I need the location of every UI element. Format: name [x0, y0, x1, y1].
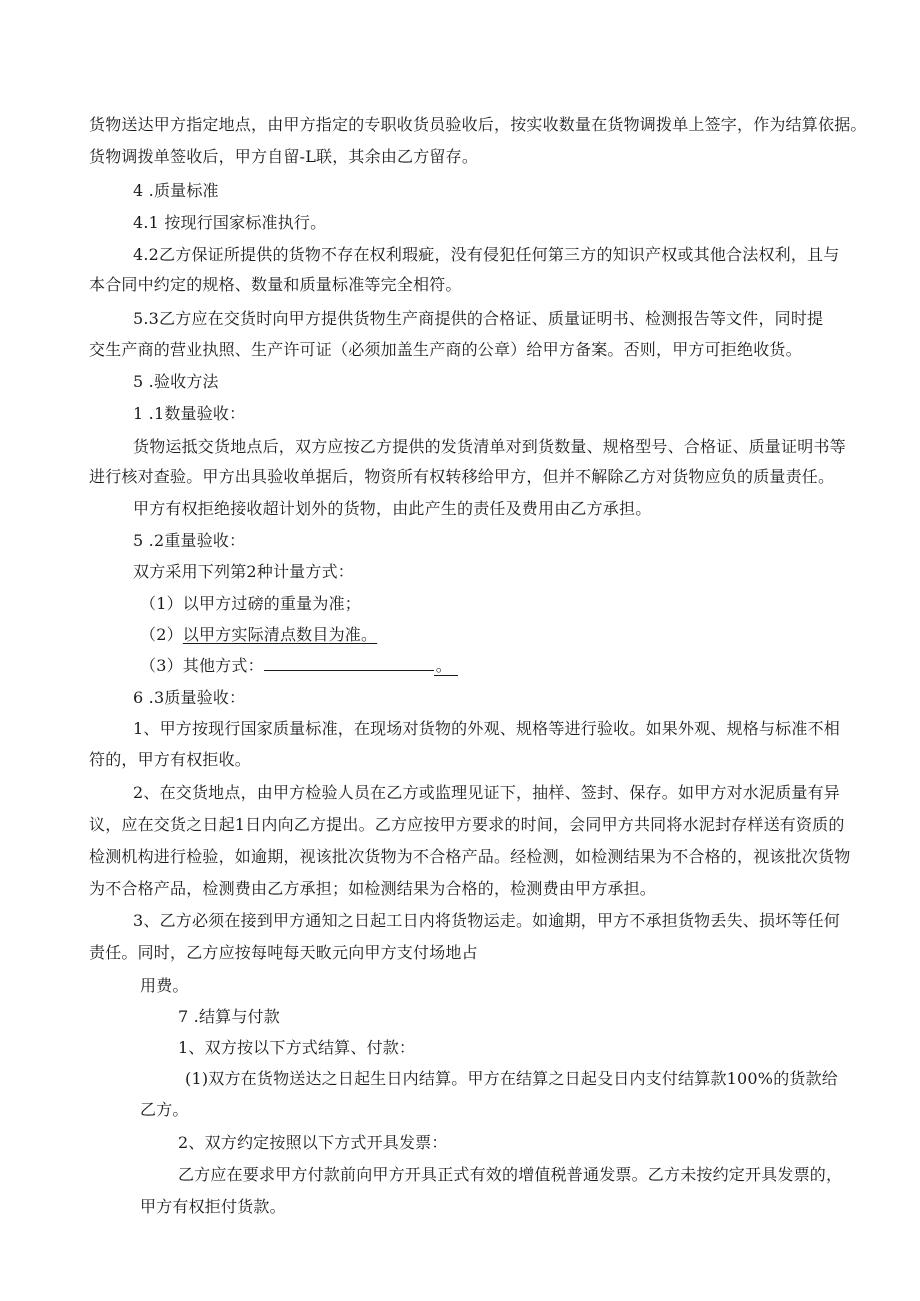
- text-line: 2、双方约定按照以下方式开具发票：: [178, 1133, 448, 1152]
- section-heading-quality-standard: 4 .质量标准: [133, 181, 219, 200]
- blank-field-end: 。: [434, 656, 458, 676]
- text-line: 4.1 按现行国家标准执行。: [133, 213, 327, 232]
- text-line: 责任。同时，乙方应按每吨每天畋元向甲方支付场地占: [89, 943, 478, 962]
- text-line: (1)双方在货物送达之日起生日内结算。甲方在结算之日起殳日内支付结算款100%的货款给: [185, 1069, 839, 1088]
- text-line: 符的，甲方有权拒收。: [89, 750, 252, 769]
- text-line: 进行核对查验。甲方出具验收单据后，物资所有权转移给甲方，但并不解除乙方对货物应负的质量责任。: [89, 467, 835, 486]
- list-item: [140, 624, 377, 646]
- text-line: 甲方有权拒付货款。: [140, 1197, 286, 1216]
- text-line: 双方采用下列第2种计量方式：: [133, 562, 354, 581]
- text-line: 检测机构进行检验，如逾期，视该批次货物为不合格产品。经检测，如检测结果为不合格的，视该批次货物: [89, 847, 851, 866]
- list-item-prefix: （2）: [140, 625, 183, 644]
- subsection-heading: 6 .3质量验收：: [133, 688, 246, 707]
- text-line: 交生产商的营业执照、生产许可证（必须加盖生产商的公章）给甲方备案。否则，甲方可拒绝收货。: [89, 340, 802, 359]
- text-line: 5.3乙方应在交货时向甲方提供货物生产商提供的合格证、质量证明书、检测报告等文件，同时提: [133, 309, 824, 328]
- text-line: 货物运抵交货地点后，双方应按乙方提供的发货清单对到货数量、规格型号、合格证、质量证明书等: [133, 437, 846, 456]
- subsection-heading: 5 .2重量验收：: [133, 531, 246, 550]
- section-heading-acceptance-method: 5 .验收方法: [133, 372, 219, 391]
- text-line: 本合同中约定的规格、数量和质量标准等完全相符。: [89, 275, 462, 294]
- selected-option: 以甲方实际清点数目为准。: [182, 625, 378, 644]
- list-item: [140, 655, 458, 677]
- text-line: 1、甲方按现行国家质量标准，在现场对货物的外观、规格等进行验收。如果外观、规格与标准不相: [133, 719, 840, 738]
- text-line: 为不合格产品，检测费由乙方承担；如检测结果为合格的，检测费由甲方承担。: [89, 879, 657, 898]
- text-line: 货物送达甲方指定地点，由甲方指定的专职收货员验收后，按实收数量在货物调拨单上签字，作为结算依据。: [89, 115, 867, 134]
- text-line: 3、乙方必须在接到甲方通知之日起工日内将货物运走。如逾期，甲方不承担货物丢失、损坏等任何: [133, 911, 840, 930]
- blank-field: [264, 656, 434, 671]
- text-line: 1、双方按以下方式结算、付款：: [178, 1038, 416, 1057]
- list-item: （1）以甲方过磅的重量为准；: [140, 594, 361, 613]
- text-line: 4.2乙方保证所提供的货物不存在权利瑕疵，没有侵犯任何第三方的知识产权或其他合法权利，且与: [133, 245, 840, 264]
- text-line: 乙方应在要求甲方付款前向甲方开具正式有效的增值税普通发票。乙方未按约定开具发票的，: [178, 1165, 843, 1184]
- text-line: 用费。: [140, 976, 189, 995]
- text-line: 甲方有权拒绝接收超计划外的货物，由此产生的责任及费用由乙方承担。: [133, 499, 652, 518]
- text-line: 货物调拨单签收后，甲方自留-L联，其余由乙方留存。: [89, 147, 479, 166]
- subsection-heading: 1 .1数量验收：: [133, 404, 246, 423]
- text-line: 乙方。: [140, 1100, 189, 1119]
- list-item-prefix: （3）其他方式：: [140, 656, 264, 675]
- section-heading-settlement: 7 .结算与付款: [178, 1007, 280, 1026]
- text-line: 2、在交货地点，由甲方检验人员在乙方或监理见证下，抽样、签封、保存。如甲方对水泥质量有异: [133, 783, 840, 802]
- text-line: 议，应在交货之日起1日内向乙方提出。乙方应按甲方要求的时间，会同甲方共同将水泥封存样送有资质的: [89, 815, 845, 834]
